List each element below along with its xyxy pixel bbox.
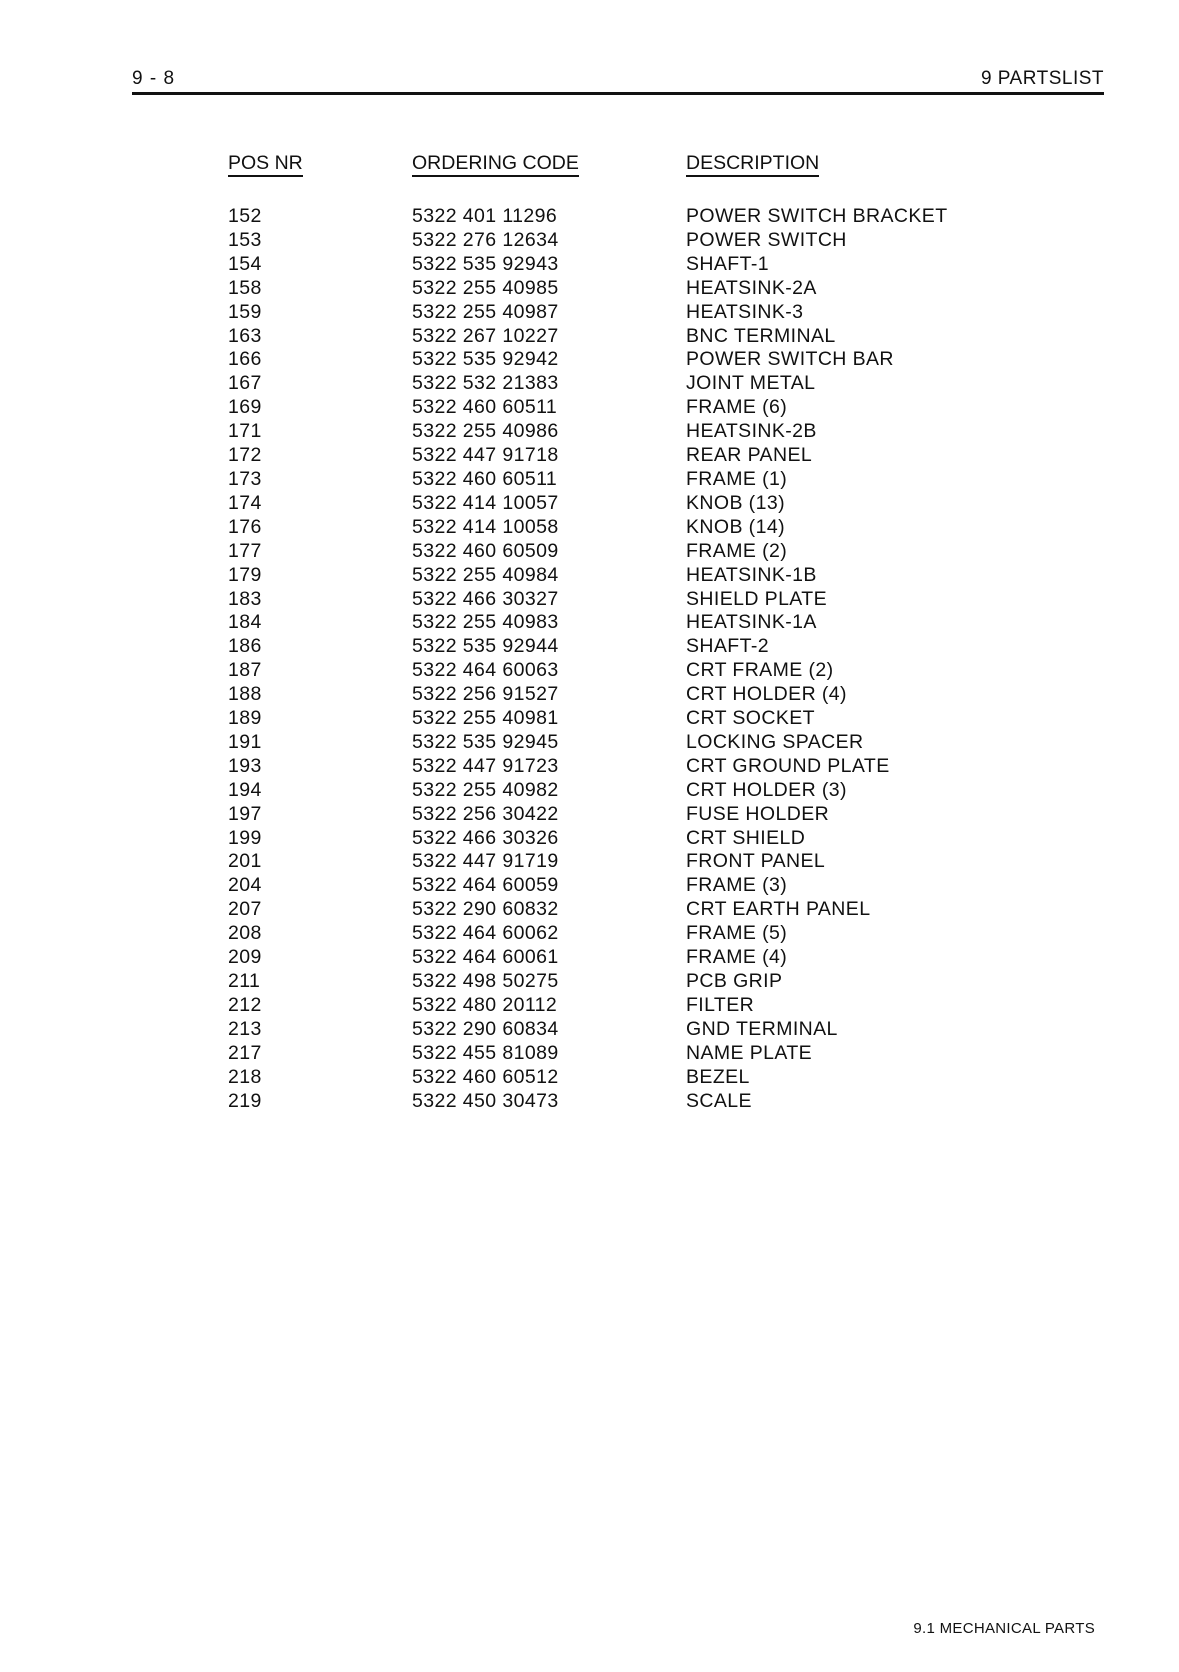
pos-nr-cell: 193 xyxy=(228,754,262,777)
description-cell: CRT SOCKET xyxy=(686,707,815,730)
pos-nr-cell: 191 xyxy=(228,730,262,753)
table-row xyxy=(228,325,988,349)
section-title: 9.1 MECHANICAL PARTS xyxy=(913,1620,1095,1637)
ordering-code-cell: 5322 255 40984 xyxy=(412,563,559,586)
table-spacer xyxy=(228,182,988,205)
description-cell: BEZEL xyxy=(686,1065,750,1088)
table-row xyxy=(228,850,988,874)
pos-nr-cell: 172 xyxy=(228,444,262,467)
description-cell: FRAME (4) xyxy=(686,946,788,969)
ordering-code-cell: 5322 267 10227 xyxy=(412,324,559,347)
pos-nr-cell: 153 xyxy=(228,228,262,251)
table-row xyxy=(228,803,988,827)
description-cell: CRT GROUND PLATE xyxy=(686,754,890,777)
ordering-code-cell: 5322 290 60834 xyxy=(412,1017,559,1040)
description-cell: POWER SWITCH xyxy=(686,228,847,251)
pos-nr-cell: 212 xyxy=(228,993,262,1016)
ordering-code-cell: 5322 460 60509 xyxy=(412,539,559,562)
pos-nr-cell: 207 xyxy=(228,898,262,921)
table-row xyxy=(228,564,988,588)
description-cell: KNOB (13) xyxy=(686,491,785,514)
page-number: 9 - 8 xyxy=(132,68,176,89)
pos-nr-cell: 217 xyxy=(228,1041,262,1064)
ordering-code-cell: 5322 276 12634 xyxy=(412,228,559,251)
pos-nr-cell: 208 xyxy=(228,922,262,945)
parts-table-body xyxy=(228,182,988,1113)
description-cell: HEATSINK-2A xyxy=(686,276,817,299)
table-row xyxy=(228,635,988,659)
ordering-code-cell: 5322 455 81089 xyxy=(412,1041,559,1064)
pos-nr-cell: 177 xyxy=(228,539,262,562)
pos-nr-cell: 158 xyxy=(228,276,262,299)
pos-nr-cell: 197 xyxy=(228,802,262,825)
ordering-code-cell: 5322 498 50275 xyxy=(412,970,559,992)
pos-nr-cell: 176 xyxy=(228,515,262,538)
ordering-code-cell: 5322 401 11296 xyxy=(412,205,558,227)
description-cell: HEATSINK-3 xyxy=(686,300,804,323)
table-row xyxy=(228,540,988,564)
ordering-code-cell: 5322 460 60512 xyxy=(412,1065,559,1088)
pos-nr-cell: 213 xyxy=(228,1017,262,1040)
description-cell: HEATSINK-2B xyxy=(686,420,817,443)
ordering-code-cell: 5322 532 21383 xyxy=(412,372,559,395)
description-cell: HEATSINK-1A xyxy=(686,611,817,634)
table-row xyxy=(228,420,988,444)
ordering-code-cell: 5322 255 40986 xyxy=(412,420,559,443)
ordering-code-cell: 5322 447 91718 xyxy=(412,444,559,467)
ordering-code-cell: 5322 480 20112 xyxy=(412,993,558,1016)
description-cell: FRAME (6) xyxy=(686,396,788,419)
parts-table xyxy=(228,152,988,1113)
table-row xyxy=(228,444,988,468)
table-row xyxy=(228,301,988,325)
ordering-code-cell: 5322 535 92942 xyxy=(412,348,559,371)
table-row xyxy=(228,683,988,707)
pos-nr-cell: 219 xyxy=(228,1089,262,1112)
description-cell: GND TERMINAL xyxy=(686,1017,838,1040)
ordering-code-cell: 5322 535 92943 xyxy=(412,252,559,275)
description-cell: POWER SWITCH BRACKET xyxy=(686,205,948,227)
ordering-code-cell: 5322 256 30422 xyxy=(412,802,559,825)
ordering-code-cell: 5322 460 60511 xyxy=(412,396,558,419)
description-cell: FRAME (5) xyxy=(686,922,788,945)
description-cell: CRT HOLDER (3) xyxy=(686,778,847,801)
table-row xyxy=(228,372,988,396)
ordering-code-cell: 5322 447 91723 xyxy=(412,754,559,777)
table-row xyxy=(228,731,988,755)
table-row xyxy=(228,994,988,1018)
table-row xyxy=(228,922,988,946)
ordering-code-cell: 5322 414 10057 xyxy=(412,491,559,514)
table-row xyxy=(228,611,988,635)
pos-nr-cell: 169 xyxy=(228,396,262,419)
table-row xyxy=(228,1042,988,1066)
description-cell: REAR PANEL xyxy=(686,444,813,467)
ordering-code-cell: 5322 290 60832 xyxy=(412,898,559,921)
pos-nr-cell: 166 xyxy=(228,348,262,371)
description-cell: FILTER xyxy=(686,993,755,1016)
pos-nr-cell: 184 xyxy=(228,611,262,634)
description-cell: HEATSINK-1B xyxy=(686,563,817,586)
column-header-ordering-code: ORDERING CODE xyxy=(412,152,686,182)
table-row xyxy=(228,755,988,779)
description-cell: CRT SHIELD xyxy=(686,826,806,849)
table-row xyxy=(228,827,988,851)
table-row xyxy=(228,874,988,898)
pos-nr-cell: 174 xyxy=(228,491,262,514)
description-cell: PCB GRIP xyxy=(686,970,783,992)
table-row xyxy=(228,468,988,492)
pos-nr-cell: 173 xyxy=(228,467,262,490)
table-row xyxy=(228,707,988,731)
pos-nr-cell: 154 xyxy=(228,252,262,275)
table-row xyxy=(228,348,988,372)
description-cell: FUSE HOLDER xyxy=(686,802,830,825)
pos-nr-cell: 163 xyxy=(228,324,262,347)
column-header-pos-nr: POS NR xyxy=(228,152,412,182)
table-row xyxy=(228,1066,988,1090)
pos-nr-cell: 188 xyxy=(228,683,262,706)
table-row xyxy=(228,898,988,922)
table-row xyxy=(228,516,988,540)
pos-nr-cell: 211 xyxy=(228,970,261,992)
ordering-code-cell: 5322 255 40983 xyxy=(412,611,559,634)
table-row xyxy=(228,588,988,612)
table-row xyxy=(228,205,988,229)
ordering-code-cell: 5322 256 91527 xyxy=(412,683,559,706)
pos-nr-cell: 179 xyxy=(228,563,262,586)
ordering-code-cell: 5322 447 91719 xyxy=(412,850,559,873)
table-row xyxy=(228,1090,988,1114)
table-row xyxy=(228,277,988,301)
ordering-code-cell: 5322 464 60061 xyxy=(412,946,559,969)
table-row xyxy=(228,492,988,516)
ordering-code-cell: 5322 414 10058 xyxy=(412,515,559,538)
table-row xyxy=(228,1018,988,1042)
ordering-code-cell: 5322 255 40981 xyxy=(412,707,559,730)
pos-nr-cell: 152 xyxy=(228,205,262,227)
description-cell: LOCKING SPACER xyxy=(686,730,864,753)
ordering-code-cell: 5322 450 30473 xyxy=(412,1089,559,1112)
ordering-code-cell: 5322 466 30327 xyxy=(412,587,559,610)
ordering-code-cell: 5322 535 92944 xyxy=(412,635,559,658)
table-row xyxy=(228,970,988,994)
description-cell: FRAME (3) xyxy=(686,874,788,897)
pos-nr-cell: 159 xyxy=(228,300,262,323)
pos-nr-cell: 167 xyxy=(228,372,262,395)
pos-nr-cell: 209 xyxy=(228,946,262,969)
description-cell: FRAME (1) xyxy=(686,467,788,490)
pos-nr-cell: 187 xyxy=(228,659,262,682)
pos-nr-cell: 183 xyxy=(228,587,262,610)
table-row xyxy=(228,229,988,253)
table-row xyxy=(228,779,988,803)
description-cell: CRT EARTH PANEL xyxy=(686,898,871,921)
description-cell: BNC TERMINAL xyxy=(686,324,836,347)
pos-nr-cell: 194 xyxy=(228,778,262,801)
table-row xyxy=(228,396,988,420)
ordering-code-cell: 5322 466 30326 xyxy=(412,826,559,849)
table-row xyxy=(228,253,988,277)
ordering-code-cell: 5322 464 60063 xyxy=(412,659,559,682)
pos-nr-cell: 218 xyxy=(228,1065,262,1088)
description-cell: SHIELD PLATE xyxy=(686,587,827,610)
ordering-code-cell: 5322 535 92945 xyxy=(412,730,559,753)
column-header-description: DESCRIPTION xyxy=(686,152,988,182)
pos-nr-cell: 204 xyxy=(228,874,262,897)
ordering-code-cell: 5322 464 60059 xyxy=(412,874,559,897)
description-cell: SHAFT-2 xyxy=(686,635,769,658)
pos-nr-cell: 199 xyxy=(228,826,262,849)
description-cell: CRT HOLDER (4) xyxy=(686,683,847,706)
description-cell: NAME PLATE xyxy=(686,1041,813,1064)
ordering-code-cell: 5322 255 40987 xyxy=(412,300,559,323)
description-cell: CRT FRAME (2) xyxy=(686,659,834,682)
ordering-code-cell: 5322 460 60511 xyxy=(412,467,558,490)
pos-nr-cell: 171 xyxy=(228,420,262,443)
description-cell: SCALE xyxy=(686,1089,752,1112)
description-cell: FRAME (2) xyxy=(686,539,788,562)
description-cell: KNOB (14) xyxy=(686,515,785,538)
ordering-code-cell: 5322 464 60062 xyxy=(412,922,559,945)
table-header-row xyxy=(228,152,988,182)
table-row xyxy=(228,659,988,683)
description-cell: POWER SWITCH BAR xyxy=(686,348,894,371)
pos-nr-cell: 201 xyxy=(228,850,262,873)
ordering-code-cell: 5322 255 40985 xyxy=(412,276,559,299)
chapter-title: 9 PARTSLIST xyxy=(980,68,1104,89)
ordering-code-cell: 5322 255 40982 xyxy=(412,778,559,801)
pos-nr-cell: 186 xyxy=(228,635,262,658)
description-cell: FRONT PANEL xyxy=(686,850,826,873)
page-header xyxy=(132,66,1104,95)
description-cell: SHAFT-1 xyxy=(686,252,769,275)
table-row xyxy=(228,946,988,970)
pos-nr-cell: 189 xyxy=(228,707,262,730)
description-cell: JOINT METAL xyxy=(686,372,816,395)
